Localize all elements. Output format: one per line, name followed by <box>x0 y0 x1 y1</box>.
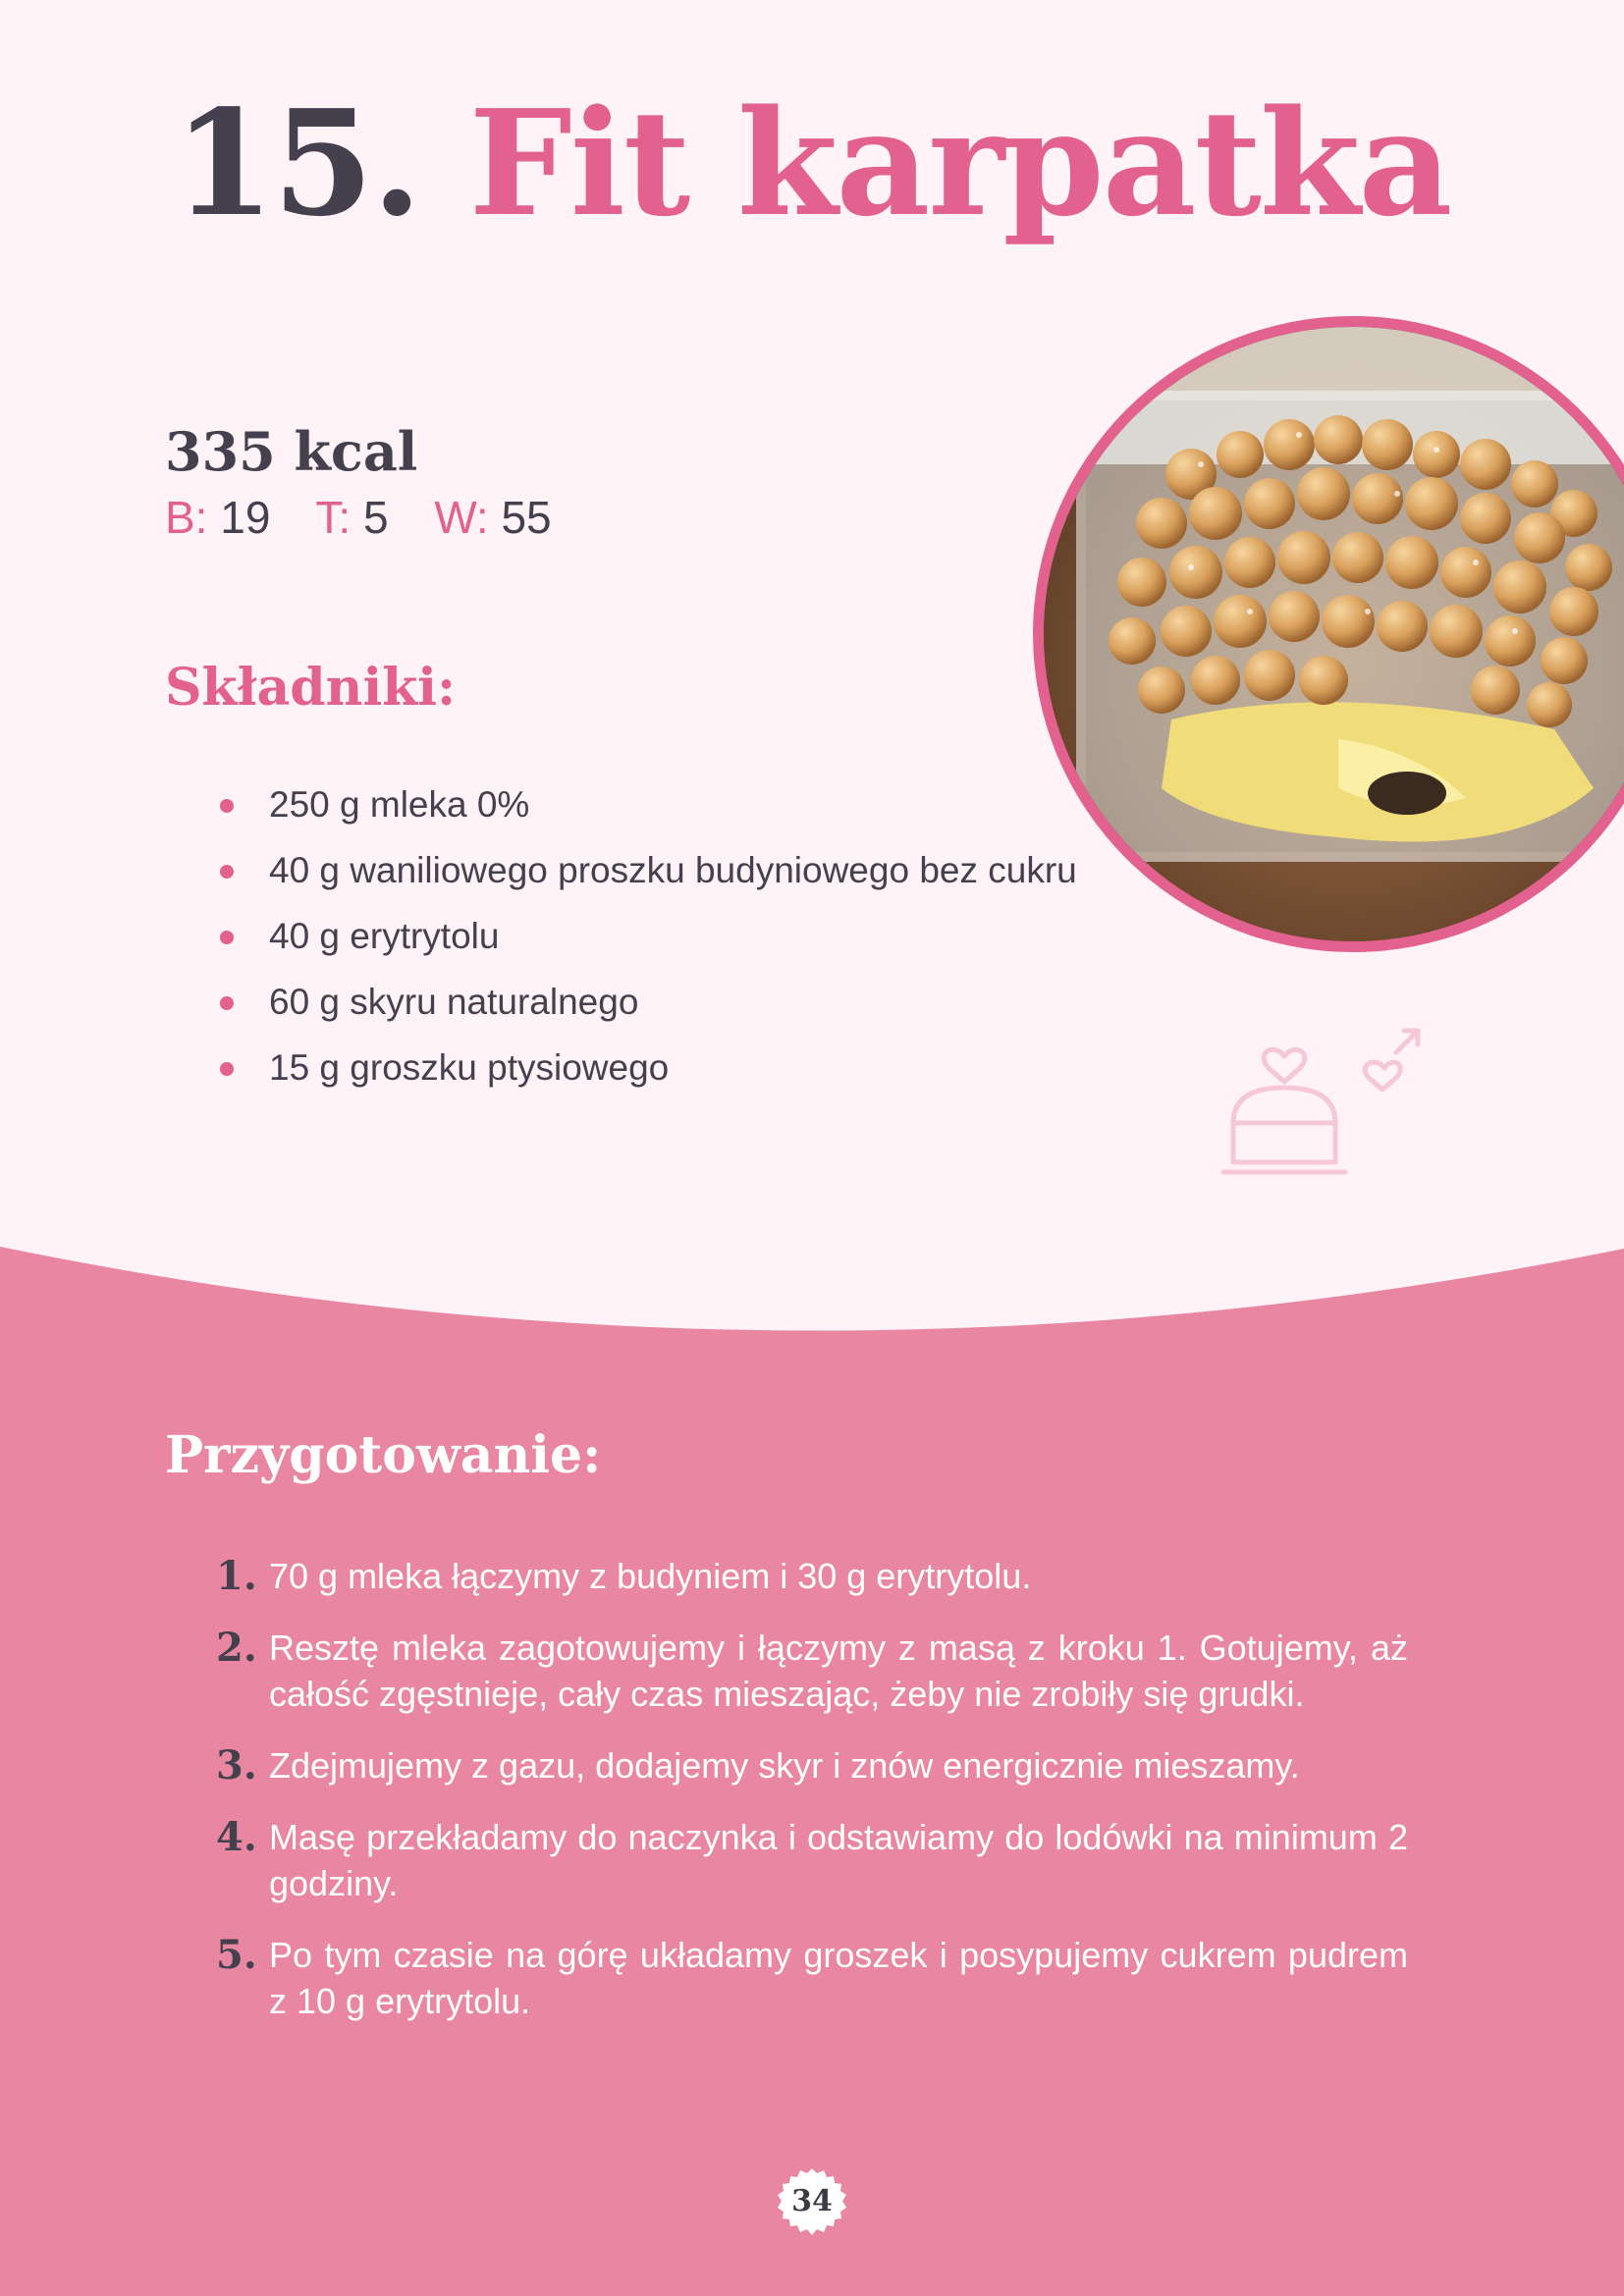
ingredient-item: 40 g waniliowego proszku budyniowego bez cukru <box>218 843 1077 909</box>
bullet-icon <box>220 865 234 879</box>
ingredient-item: 15 g groszku ptysiowego <box>218 1041 1077 1106</box>
preparation-heading: Przygotowanie: <box>165 1425 602 1485</box>
macro-fat: T: 5 <box>315 492 389 543</box>
cake-heart-icon <box>1219 1013 1435 1185</box>
step-number: 3. <box>216 1742 257 1789</box>
ingredient-item: 250 g mleka 0% <box>218 777 1077 843</box>
step-item <box>218 1932 1408 2024</box>
macro-protein: B: 19 <box>165 492 271 543</box>
bullet-icon <box>220 996 234 1010</box>
step-text: Masę przekładamy do naczynka i odstawiamy do lodówki na minimum 2 godziny. <box>269 1817 1408 1903</box>
recipe-name: Fit karpatka <box>468 78 1451 248</box>
step-text: Zdejmujemy z gazu, dodajemy skyr i znów energicznie mieszamy. <box>269 1745 1300 1786</box>
step-text: Resztę mleka zagotowujemy i łączymy z masą z kroku 1. Gotujemy, aż całość zgęstnieje, cały czas mieszając, żeby nie zrobiły się grudki. <box>269 1628 1408 1714</box>
ingredients-heading: Składniki: <box>165 658 457 718</box>
step-number: 4. <box>216 1814 257 1860</box>
step-item <box>218 1625 1408 1717</box>
ingredient-item: 40 g erytrytolu <box>218 909 1077 975</box>
ingredients-list <box>218 777 1077 1106</box>
ingredient-item: 60 g skyru naturalnego <box>218 975 1077 1041</box>
step-text: Po tym czasie na górę układamy groszek i posypujemy cukrem pudrem z 10 g erytrytolu. <box>269 1935 1408 2021</box>
step-item <box>218 1553 1408 1599</box>
step-item <box>218 1814 1408 1906</box>
step-number: 1. <box>216 1553 257 1599</box>
calories: 335 kcal <box>165 420 418 483</box>
bullet-icon <box>220 799 234 813</box>
step-text: 70 g mleka łączymy z budyniem i 30 g erytrytolu. <box>269 1556 1032 1596</box>
step-number: 5. <box>216 1932 257 1978</box>
macros <box>165 491 585 544</box>
preparation-steps <box>218 1553 1408 2050</box>
step-item <box>218 1742 1408 1789</box>
recipe-title <box>0 78 1624 248</box>
page-number: 34 <box>777 2166 847 2237</box>
bullet-icon <box>220 931 234 944</box>
recipe-number: 15. <box>173 78 421 248</box>
bullet-icon <box>220 1062 234 1076</box>
macro-carbs: W: 55 <box>434 492 552 543</box>
step-number: 2. <box>216 1625 257 1671</box>
